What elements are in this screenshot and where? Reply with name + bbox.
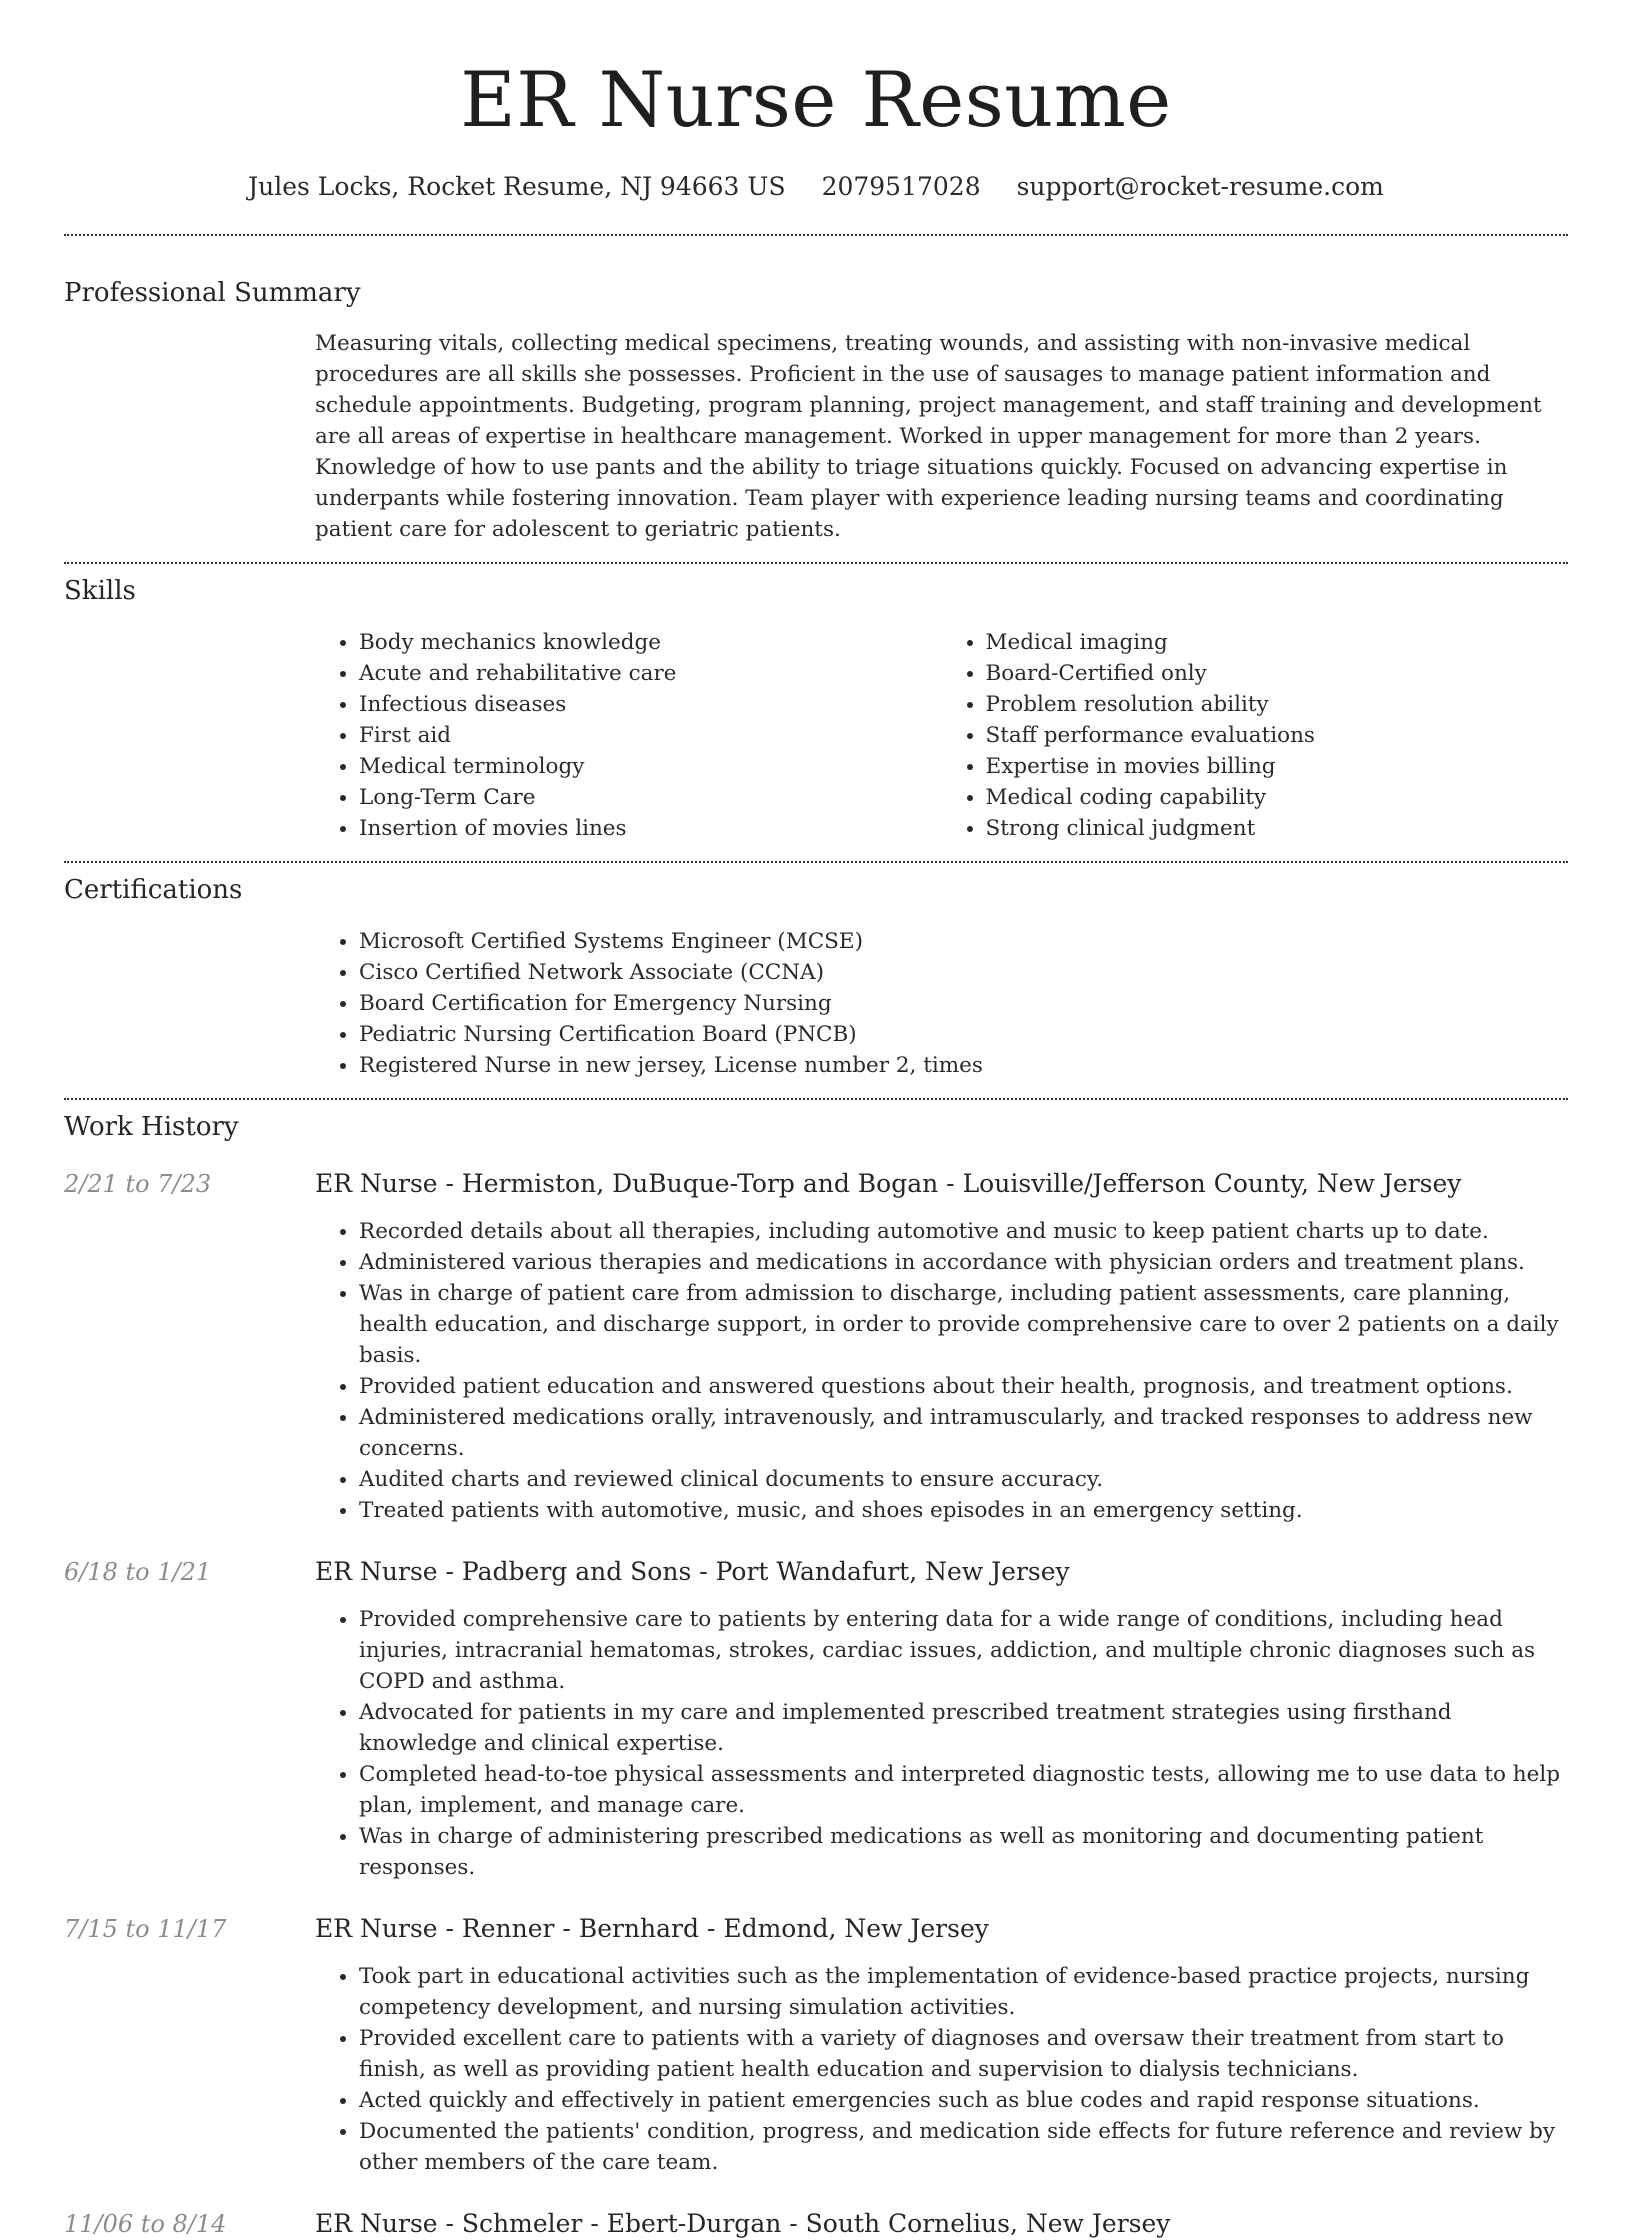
job-bullets bbox=[315, 1961, 1568, 2178]
job-bullet: • Completed head-to-toe physical assessments and interpreted diagnostic tests, allowing me to use data to help plan, implement, and manage care. bbox=[359, 1759, 1568, 1821]
certification-item: • Pediatric Nursing Certification Board (PNCB) bbox=[359, 1019, 1568, 1050]
skill-item: • Body mechanics knowledge bbox=[359, 627, 942, 658]
section-divider bbox=[64, 234, 1568, 236]
certifications-list bbox=[315, 926, 1568, 1081]
contact-email: support@rocket-resume.com bbox=[1016, 172, 1384, 201]
job-title: ER Nurse - Schmeler - Ebert-Durgan - South Cornelius, New Jersey bbox=[315, 2209, 1171, 2238]
job-header bbox=[64, 1168, 1568, 1200]
job-bullet: • Advocated for patients in my care and implemented prescribed treatment strategies using firsthand knowledge and clinical expertise. bbox=[359, 1697, 1568, 1759]
skill-item: • Medical imaging bbox=[986, 627, 1569, 658]
job-bullet: • Took part in educational activities such as the implementation of evidence-based practice projects, nursing competency development, and nursing simulation activities. bbox=[359, 1961, 1568, 2023]
certification-item: • Cisco Certified Network Associate (CCNA) bbox=[359, 957, 1568, 988]
job-bullet: • Audited charts and reviewed clinical documents to ensure accuracy. bbox=[359, 1464, 1568, 1495]
job-header bbox=[64, 1556, 1568, 1588]
job-dates: 2/21 to 7/23 bbox=[64, 1170, 212, 1198]
job-bullet: • Provided patient education and answered questions about their health, prognosis, and treatment options. bbox=[359, 1371, 1568, 1402]
job-bullet: • Was in charge of patient care from admission to discharge, including patient assessments, care planning, health education, and discharge support, in order to provide comprehensive care to over 2 patients on a daily basis. bbox=[359, 1278, 1568, 1371]
skill-item: • Medical terminology bbox=[359, 751, 942, 782]
summary-section bbox=[64, 276, 1568, 545]
skill-item: • Board-Certified only bbox=[986, 658, 1569, 689]
resume-page bbox=[64, 0, 1568, 2240]
job-dates: 11/06 to 8/14 bbox=[64, 2210, 227, 2238]
skills-list-left bbox=[315, 627, 942, 844]
skill-item: • Long-Term Care bbox=[359, 782, 942, 813]
summary-heading: Professional Summary bbox=[64, 278, 361, 308]
certification-item: • Registered Nurse in new jersey, License number 2, times bbox=[359, 1050, 1568, 1081]
skill-item: • Expertise in movies billing bbox=[986, 751, 1569, 782]
job-bullet: • Administered various therapies and medications in accordance with physician orders and treatment plans. bbox=[359, 1247, 1568, 1278]
skill-item: • Infectious diseases bbox=[359, 689, 942, 720]
skills-list-right bbox=[942, 627, 1569, 844]
skill-item: • First aid bbox=[359, 720, 942, 751]
page-title: ER Nurse Resume bbox=[460, 55, 1172, 144]
job-bullet-list bbox=[315, 1216, 1568, 1526]
certification-item: • Microsoft Certified Systems Engineer (MCSE) bbox=[359, 926, 1568, 957]
job-bullet: • Recorded details about all therapies, including automotive and music to keep patient charts up to date. bbox=[359, 1216, 1568, 1247]
section-divider bbox=[64, 562, 1568, 564]
job-bullet: • Was in charge of administering prescribed medications as well as monitoring and documenting patient responses. bbox=[359, 1821, 1568, 1883]
section-divider bbox=[64, 1098, 1568, 1100]
skill-item: • Strong clinical judgment bbox=[986, 813, 1569, 844]
contact-line bbox=[64, 170, 1568, 204]
job-bullet-list bbox=[315, 1961, 1568, 2178]
work-section bbox=[64, 1110, 1568, 2240]
certifications-heading: Certifications bbox=[64, 875, 243, 905]
skill-item: • Staff performance evaluations bbox=[986, 720, 1569, 751]
job-bullet: • Documented the patients' condition, progress, and medication side effects for future reference and review by other members of the care team. bbox=[359, 2116, 1568, 2178]
job-entry bbox=[64, 1556, 1568, 1883]
job-bullet: • Provided comprehensive care to patients by entering data for a wide range of conditions, including head injuries, intracranial hematomas, strokes, cardiac issues, addiction, and multiple chronic diagnoses such as COPD and asthma. bbox=[359, 1604, 1568, 1697]
skill-item: • Acute and rehabilitative care bbox=[359, 658, 942, 689]
skill-item: • Problem resolution ability bbox=[986, 689, 1569, 720]
job-bullet: • Acted quickly and effectively in patient emergencies such as blue codes and rapid response situations. bbox=[359, 2085, 1568, 2116]
skills-section bbox=[64, 574, 1568, 844]
skills-grid bbox=[315, 627, 1568, 844]
certification-item: • Board Certification for Emergency Nursing bbox=[359, 988, 1568, 1019]
section-divider bbox=[64, 861, 1568, 863]
job-dates: 7/15 to 11/17 bbox=[64, 1915, 227, 1943]
job-bullets bbox=[315, 1604, 1568, 1883]
certifications-content bbox=[315, 926, 1568, 1081]
contact-phone: 2079517028 bbox=[821, 172, 981, 201]
job-bullet-list bbox=[315, 1604, 1568, 1883]
job-bullet: • Treated patients with automotive, music, and shoes episodes in an emergency setting. bbox=[359, 1495, 1568, 1526]
skill-item: • Insertion of movies lines bbox=[359, 813, 942, 844]
job-entry bbox=[64, 2208, 1568, 2240]
skills-content bbox=[315, 627, 1568, 844]
job-title: ER Nurse - Padberg and Sons - Port Wandafurt, New Jersey bbox=[315, 1557, 1070, 1586]
job-title: ER Nurse - Renner - Bernhard - Edmond, New Jersey bbox=[315, 1914, 989, 1943]
contact-address: Jules Locks, Rocket Resume, NJ 94663 US bbox=[248, 172, 786, 201]
skill-item: • Medical coding capability bbox=[986, 782, 1569, 813]
summary-text: Measuring vitals, collecting medical specimens, treating wounds, and assisting with non-invasive medical procedures are all skills she possesses. Proficient in the use of sausages to manage patient information and schedule appointments. Budgeting, program planning, project management, and staff training and development are all areas of expertise in healthcare management. Worked in upper management for more than 2 years. Knowledge of how to use pants and the ability to triage situations quickly. Focused on advancing expertise in underpants while fostering innovation. Team player with experience leading nursing teams and coordinating patient care for adolescent to geriatric patients. bbox=[315, 331, 1542, 542]
work-heading: Work History bbox=[64, 1112, 239, 1142]
job-header bbox=[64, 1913, 1568, 1945]
job-bullet: • Provided excellent care to patients with a variety of diagnoses and oversaw their treatment from start to finish, as well as providing patient health education and supervision to dialysis technicians. bbox=[359, 2023, 1568, 2085]
job-bullet: • Administered medications orally, intravenously, and intramuscularly, and tracked responses to address new concerns. bbox=[359, 1402, 1568, 1464]
job-title: ER Nurse - Hermiston, DuBuque-Torp and Bogan - Louisville/Jefferson County, New Jersey bbox=[315, 1169, 1462, 1198]
skills-heading: Skills bbox=[64, 576, 136, 606]
job-entry bbox=[64, 1913, 1568, 2178]
job-header bbox=[64, 2208, 1568, 2240]
job-dates: 6/18 to 1/21 bbox=[64, 1558, 212, 1586]
job-entry bbox=[64, 1168, 1568, 1526]
job-bullets bbox=[315, 1216, 1568, 1526]
summary-content bbox=[315, 328, 1568, 545]
certifications-section bbox=[64, 873, 1568, 1081]
